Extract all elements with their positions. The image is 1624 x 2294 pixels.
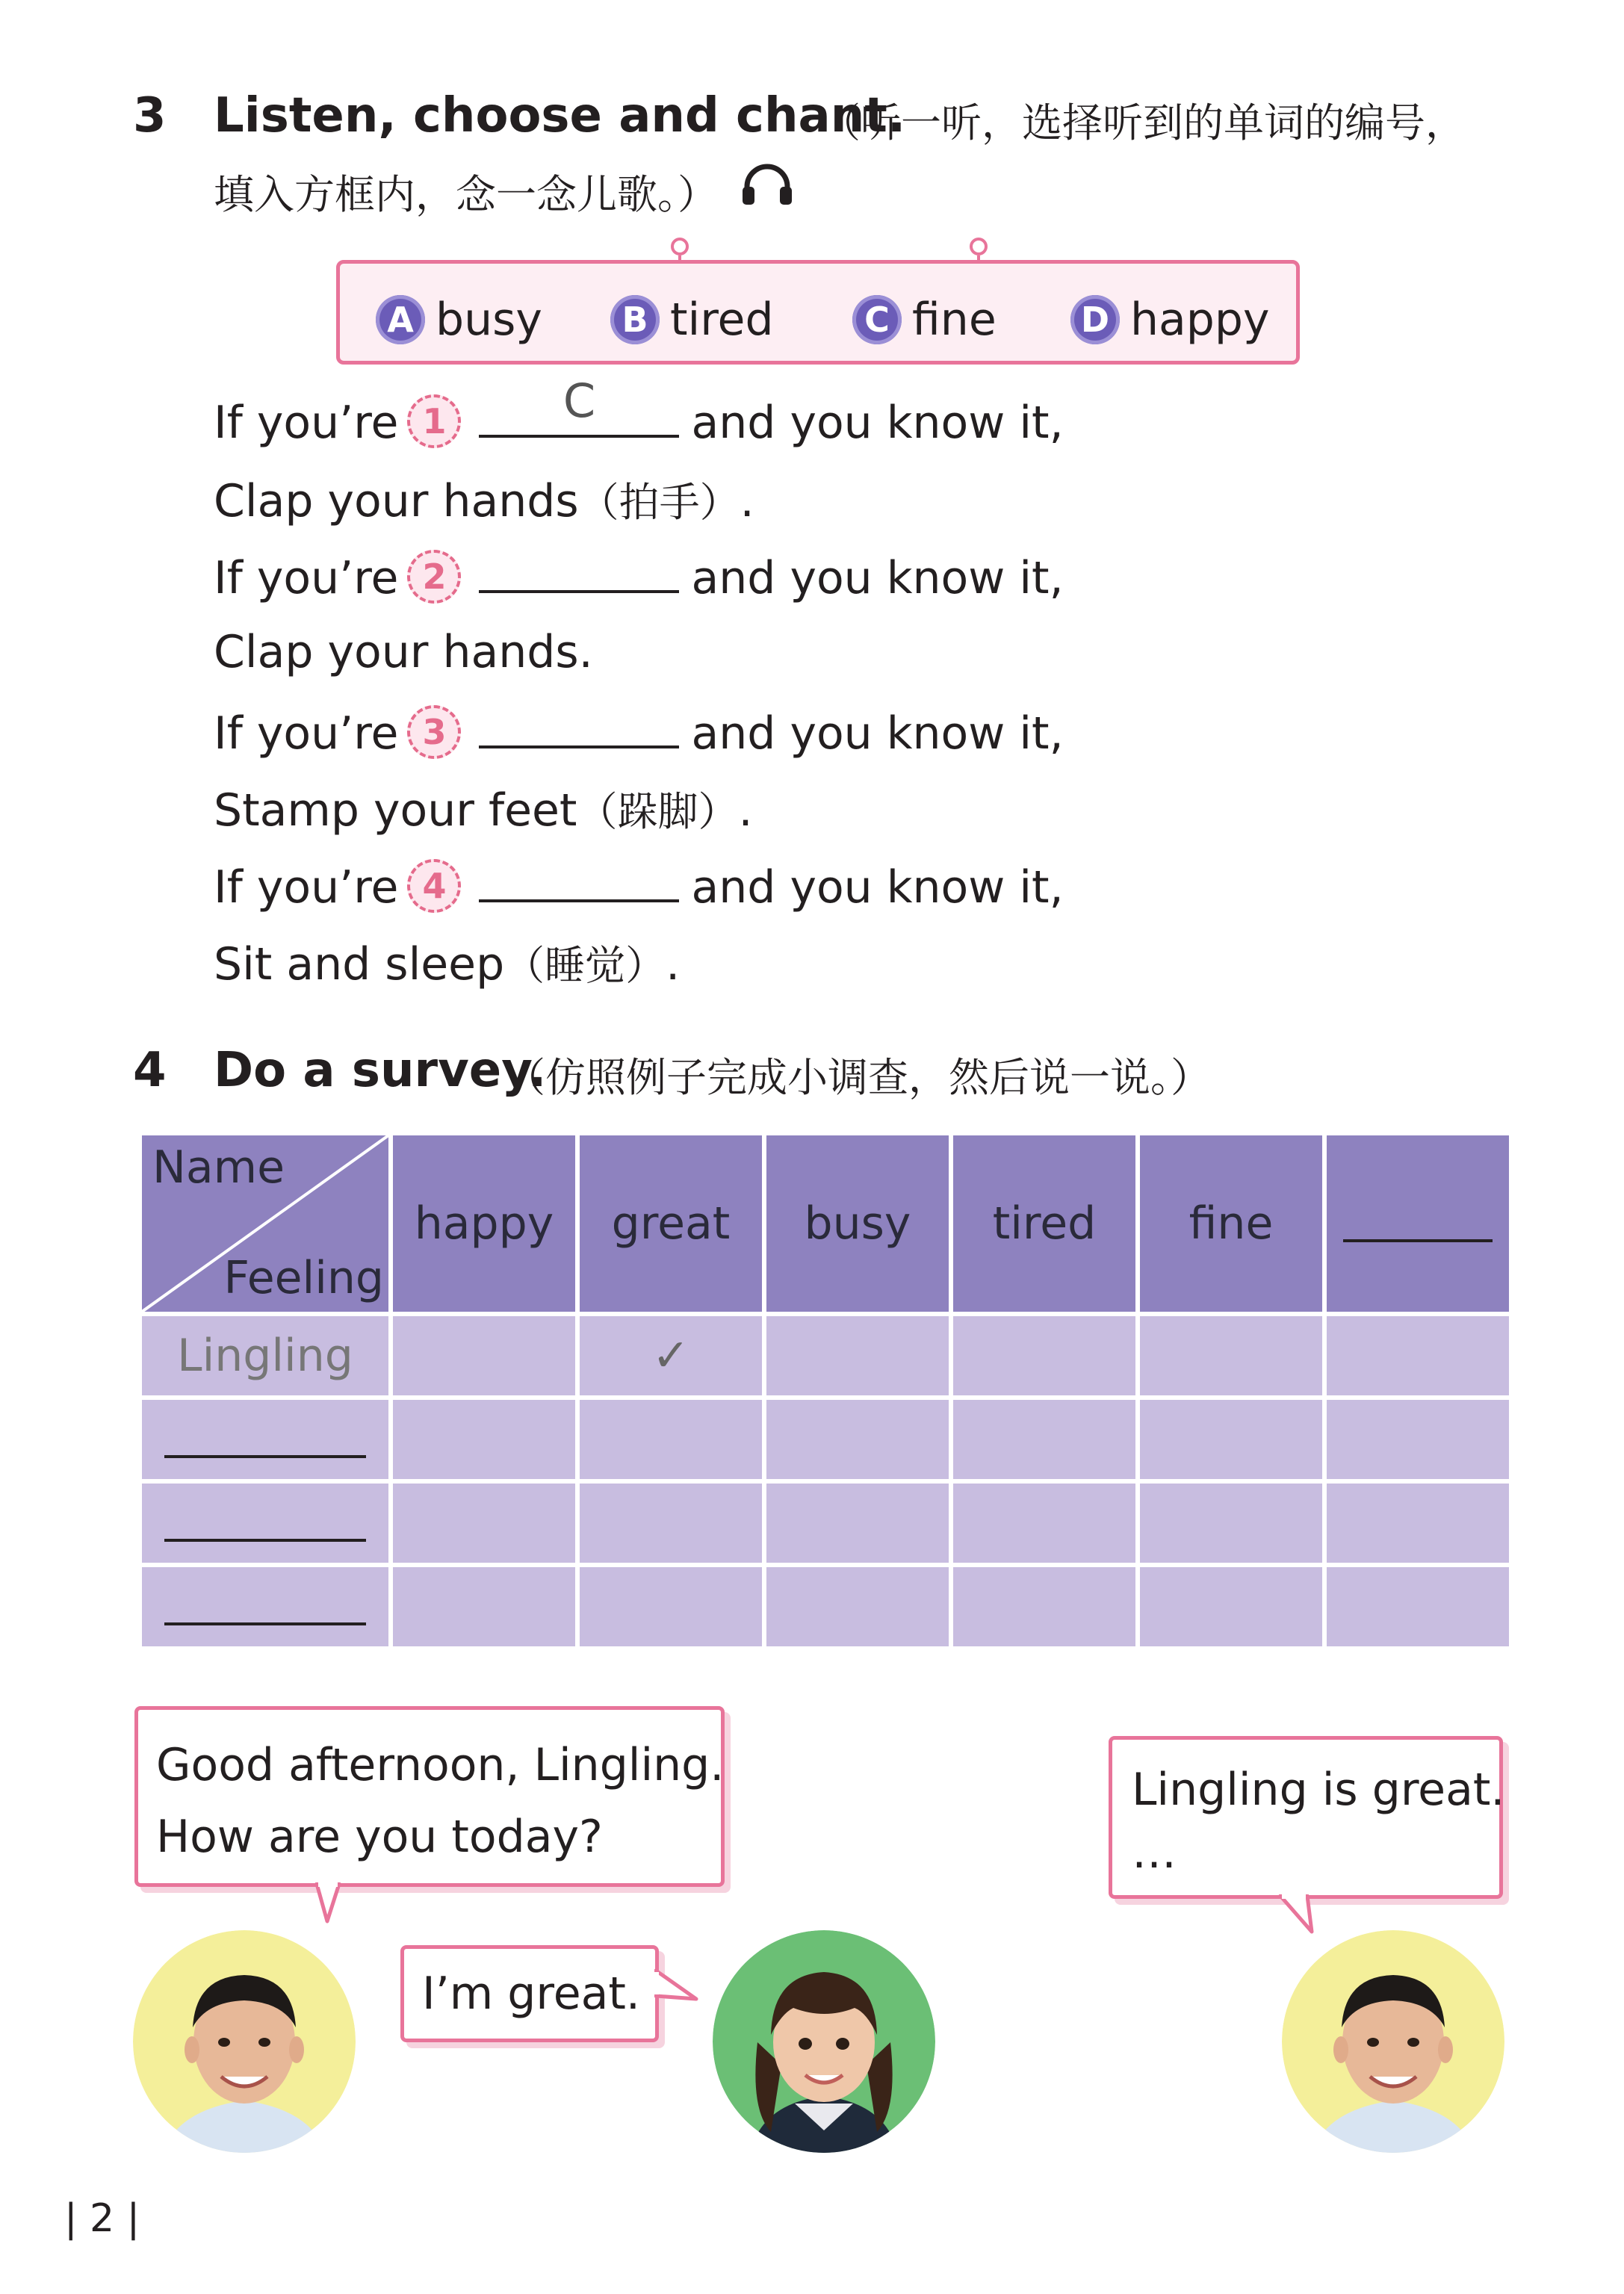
name-blank-line[interactable] xyxy=(164,1494,366,1542)
answer-1: C xyxy=(562,373,596,428)
option-b xyxy=(610,294,774,346)
chant-line-3 xyxy=(214,545,1064,611)
answer-blank-2[interactable] xyxy=(479,545,679,593)
chant-line-6 xyxy=(214,780,753,837)
row-name-blank[interactable] xyxy=(142,1400,388,1479)
chant-text: Clap your hands. xyxy=(214,626,593,678)
bubble-3-tail xyxy=(1277,1894,1322,1939)
chant-line-4 xyxy=(214,626,593,678)
bubble-3-line-2: … xyxy=(1132,1826,1177,1879)
table-row xyxy=(142,1484,1509,1563)
option-a xyxy=(376,294,542,346)
table-cell[interactable] xyxy=(1327,1567,1509,1646)
option-b-letter: B xyxy=(610,295,660,344)
table-cell[interactable] xyxy=(1140,1316,1322,1395)
page-number: | 2 | xyxy=(64,2196,140,2241)
girl-avatar xyxy=(713,1930,935,2153)
section-3-instruction-2: 填入方框内，念一念儿歌。） xyxy=(214,171,718,218)
chant-prefix: If you’re xyxy=(214,552,399,604)
chant-suffix: and you know it, xyxy=(691,552,1064,604)
table-cell[interactable] xyxy=(953,1484,1135,1563)
boy-avatar-left xyxy=(133,1930,356,2153)
table-cell[interactable] xyxy=(766,1316,949,1395)
chant-end: . xyxy=(738,784,753,837)
row-name-lingling: Lingling xyxy=(142,1316,388,1395)
chant-note: （拍手） xyxy=(578,479,740,526)
column-busy: busy xyxy=(766,1135,949,1312)
chant-text: Stamp your feet xyxy=(214,784,577,837)
chant-suffix: and you know it, xyxy=(691,397,1064,449)
chant-number-2: 2 xyxy=(407,550,461,604)
section-4-number: 4 xyxy=(133,1043,167,1098)
table-cell[interactable] xyxy=(953,1316,1135,1395)
column-tired: tired xyxy=(953,1135,1135,1312)
table-cell[interactable] xyxy=(766,1484,949,1563)
speech-bubble-3 xyxy=(1109,1736,1503,1899)
chant-prefix: If you’re xyxy=(214,397,399,449)
chant-number-3: 3 xyxy=(407,705,461,759)
chant-suffix: and you know it, xyxy=(691,707,1064,760)
row-name-blank[interactable] xyxy=(142,1567,388,1646)
name-blank-line[interactable] xyxy=(164,1410,366,1458)
column-great: great xyxy=(580,1135,762,1312)
corner-cell xyxy=(142,1135,388,1312)
chant-number-1: 1 xyxy=(407,394,461,448)
check-mark[interactable]: ✓ xyxy=(580,1316,762,1395)
option-d-word: happy xyxy=(1130,294,1270,346)
chant-end: . xyxy=(740,475,754,527)
bubble-1-tail xyxy=(314,1882,359,1927)
table-cell[interactable] xyxy=(1327,1400,1509,1479)
bubble-1-line-1: Good afternoon, Lingling. xyxy=(156,1739,725,1791)
chant-line-2 xyxy=(214,471,754,528)
table-cell[interactable] xyxy=(393,1567,575,1646)
section-4-title: Do a survey. xyxy=(214,1043,547,1098)
headphones-icon[interactable] xyxy=(740,161,795,209)
bubble-2-text: I’m great. xyxy=(422,1968,641,2020)
table-cell[interactable] xyxy=(953,1400,1135,1479)
section-3-title: Listen, choose and chant. xyxy=(214,88,906,143)
chant-prefix: If you’re xyxy=(214,861,399,914)
table-row xyxy=(142,1316,1509,1395)
option-a-letter: A xyxy=(376,295,425,344)
table-cell[interactable] xyxy=(580,1567,762,1646)
table-row xyxy=(142,1400,1509,1479)
table-cell[interactable] xyxy=(953,1567,1135,1646)
chant-line-5 xyxy=(214,701,1064,766)
speech-bubble-2 xyxy=(400,1945,659,2042)
boy-avatar-right xyxy=(1282,1930,1504,2153)
chant-end: . xyxy=(666,938,681,991)
answer-blank-3[interactable] xyxy=(479,701,679,748)
survey-table xyxy=(137,1131,1513,1651)
name-blank-line[interactable] xyxy=(164,1578,366,1625)
bubble-2-tail xyxy=(654,1966,699,2011)
option-c-letter: C xyxy=(852,295,902,344)
section-3-number: 3 xyxy=(133,88,167,143)
table-row xyxy=(142,1567,1509,1646)
chant-number-4: 4 xyxy=(407,859,461,913)
corner-name-label: Name xyxy=(152,1141,285,1194)
table-cell[interactable] xyxy=(1327,1316,1509,1395)
table-cell[interactable] xyxy=(766,1400,949,1479)
option-a-word: busy xyxy=(436,294,542,346)
table-cell[interactable] xyxy=(393,1484,575,1563)
table-cell[interactable] xyxy=(1140,1400,1322,1479)
column-blank[interactable] xyxy=(1327,1135,1509,1312)
option-d-letter: D xyxy=(1070,295,1120,344)
bubble-1-line-2: How are you today? xyxy=(156,1811,603,1863)
chant-prefix: If you’re xyxy=(214,707,399,760)
chant-text: Sit and sleep xyxy=(214,938,505,991)
chant-note: （跺脚） xyxy=(577,788,739,835)
table-cell[interactable] xyxy=(1140,1567,1322,1646)
speech-bubble-1 xyxy=(134,1706,725,1887)
column-happy: happy xyxy=(393,1135,575,1312)
chant-line-1 xyxy=(214,373,1064,456)
table-cell[interactable] xyxy=(1140,1484,1322,1563)
chant-suffix: and you know it, xyxy=(691,861,1064,914)
option-c-word: fine xyxy=(912,294,997,346)
option-c xyxy=(852,294,997,346)
answer-blank-1[interactable] xyxy=(479,373,679,438)
answer-blank-4[interactable] xyxy=(479,855,679,902)
survey-header-row xyxy=(142,1135,1509,1312)
option-d xyxy=(1070,294,1269,346)
chant-line-8 xyxy=(214,934,680,991)
corner-feeling-label: Feeling xyxy=(223,1252,384,1304)
word-options-box xyxy=(336,260,1300,365)
table-cell[interactable] xyxy=(393,1400,575,1479)
row-name-blank[interactable] xyxy=(142,1484,388,1563)
column-blank-line[interactable] xyxy=(1343,1194,1493,1242)
bubble-3-line-1: Lingling is great. xyxy=(1132,1764,1505,1816)
section-4-instruction: （仿照例子完成小调查，然后说一说。） xyxy=(505,1054,1211,1101)
table-cell[interactable] xyxy=(580,1484,762,1563)
table-cell[interactable] xyxy=(580,1400,762,1479)
column-fine: fine xyxy=(1140,1135,1322,1312)
table-cell[interactable] xyxy=(766,1567,949,1646)
chant-text: Clap your hands xyxy=(214,475,579,527)
chant-line-7 xyxy=(214,855,1064,920)
section-3-instruction-1: （听一听，选择听到的单词的编号， xyxy=(820,99,1466,146)
chant-note: （睡觉） xyxy=(504,942,666,989)
table-cell[interactable] xyxy=(393,1316,575,1395)
table-cell[interactable] xyxy=(1327,1484,1509,1563)
option-b-word: tired xyxy=(670,294,774,346)
